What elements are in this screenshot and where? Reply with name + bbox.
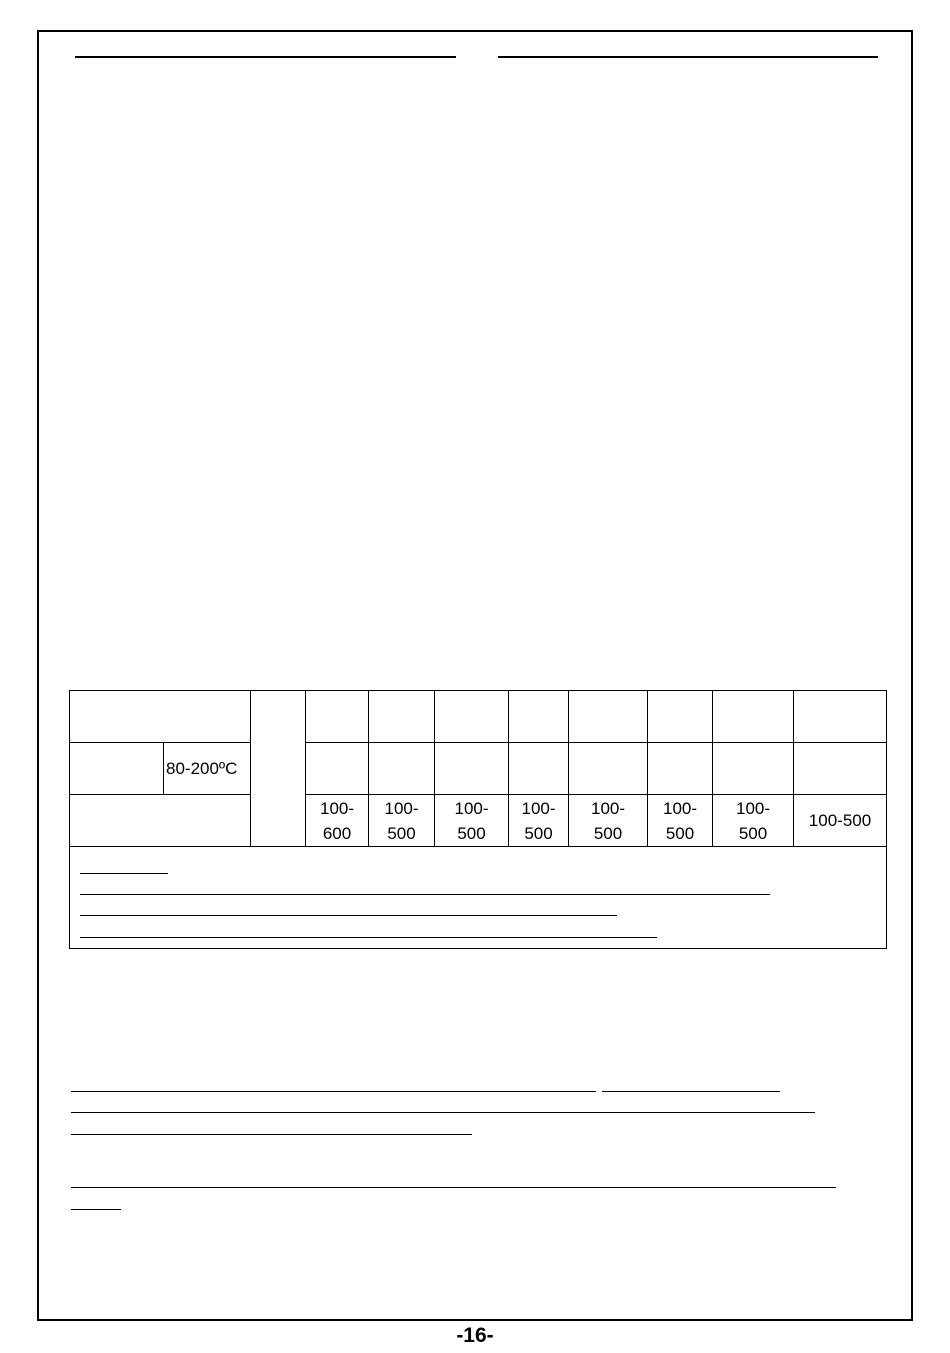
page-frame: [37, 30, 913, 1321]
value-cell: 100- 500: [435, 795, 509, 847]
header-rule-right: [498, 56, 878, 58]
table-cell: [569, 691, 648, 743]
table-cell: [569, 743, 648, 795]
text-rule: [602, 1091, 780, 1092]
notes-cell: [70, 847, 887, 949]
header-rule-left: [75, 56, 456, 58]
value-cell: 100-500: [794, 795, 887, 847]
value-cell: 100- 500: [509, 795, 569, 847]
table-cell: [713, 743, 794, 795]
text-rule: [71, 1091, 596, 1092]
table-cell: [306, 743, 369, 795]
value-cell: 100- 500: [713, 795, 794, 847]
spec-table: [69, 690, 887, 949]
table-row: [70, 847, 887, 949]
temperature-range-cell: 80-200ºC: [164, 743, 251, 795]
table-cell: [648, 743, 713, 795]
table-cell: [648, 691, 713, 743]
table-cell: [306, 691, 369, 743]
notes-rule: [80, 915, 617, 916]
value-cell: 100- 500: [569, 795, 648, 847]
value-cell: 100- 500: [648, 795, 713, 847]
text-rule: [71, 1134, 472, 1135]
table-row: [70, 743, 887, 795]
table-cell: [509, 743, 569, 795]
table-cell: [794, 691, 887, 743]
text-rule: [71, 1187, 836, 1188]
table-cell: [509, 691, 569, 743]
table-cell: [369, 743, 435, 795]
table-cell: [70, 743, 164, 795]
table-cell: [70, 691, 251, 743]
page-number: -16-: [456, 1324, 494, 1347]
notes-rule: [80, 937, 657, 938]
table-cell: [435, 743, 509, 795]
table-cell: [435, 691, 509, 743]
table-row: [70, 691, 887, 743]
table-cell: [251, 691, 306, 847]
value-cell: 100- 600: [306, 795, 369, 847]
table-cell: [369, 691, 435, 743]
table-cell: [70, 795, 251, 847]
table-cell: [794, 743, 887, 795]
text-rule: [71, 1112, 815, 1113]
text-rule: [71, 1209, 121, 1210]
notes-rule: [80, 894, 770, 895]
table-row: [70, 795, 887, 847]
value-cell: 100- 500: [369, 795, 435, 847]
table-cell: [713, 691, 794, 743]
notes-rule: [80, 873, 168, 874]
